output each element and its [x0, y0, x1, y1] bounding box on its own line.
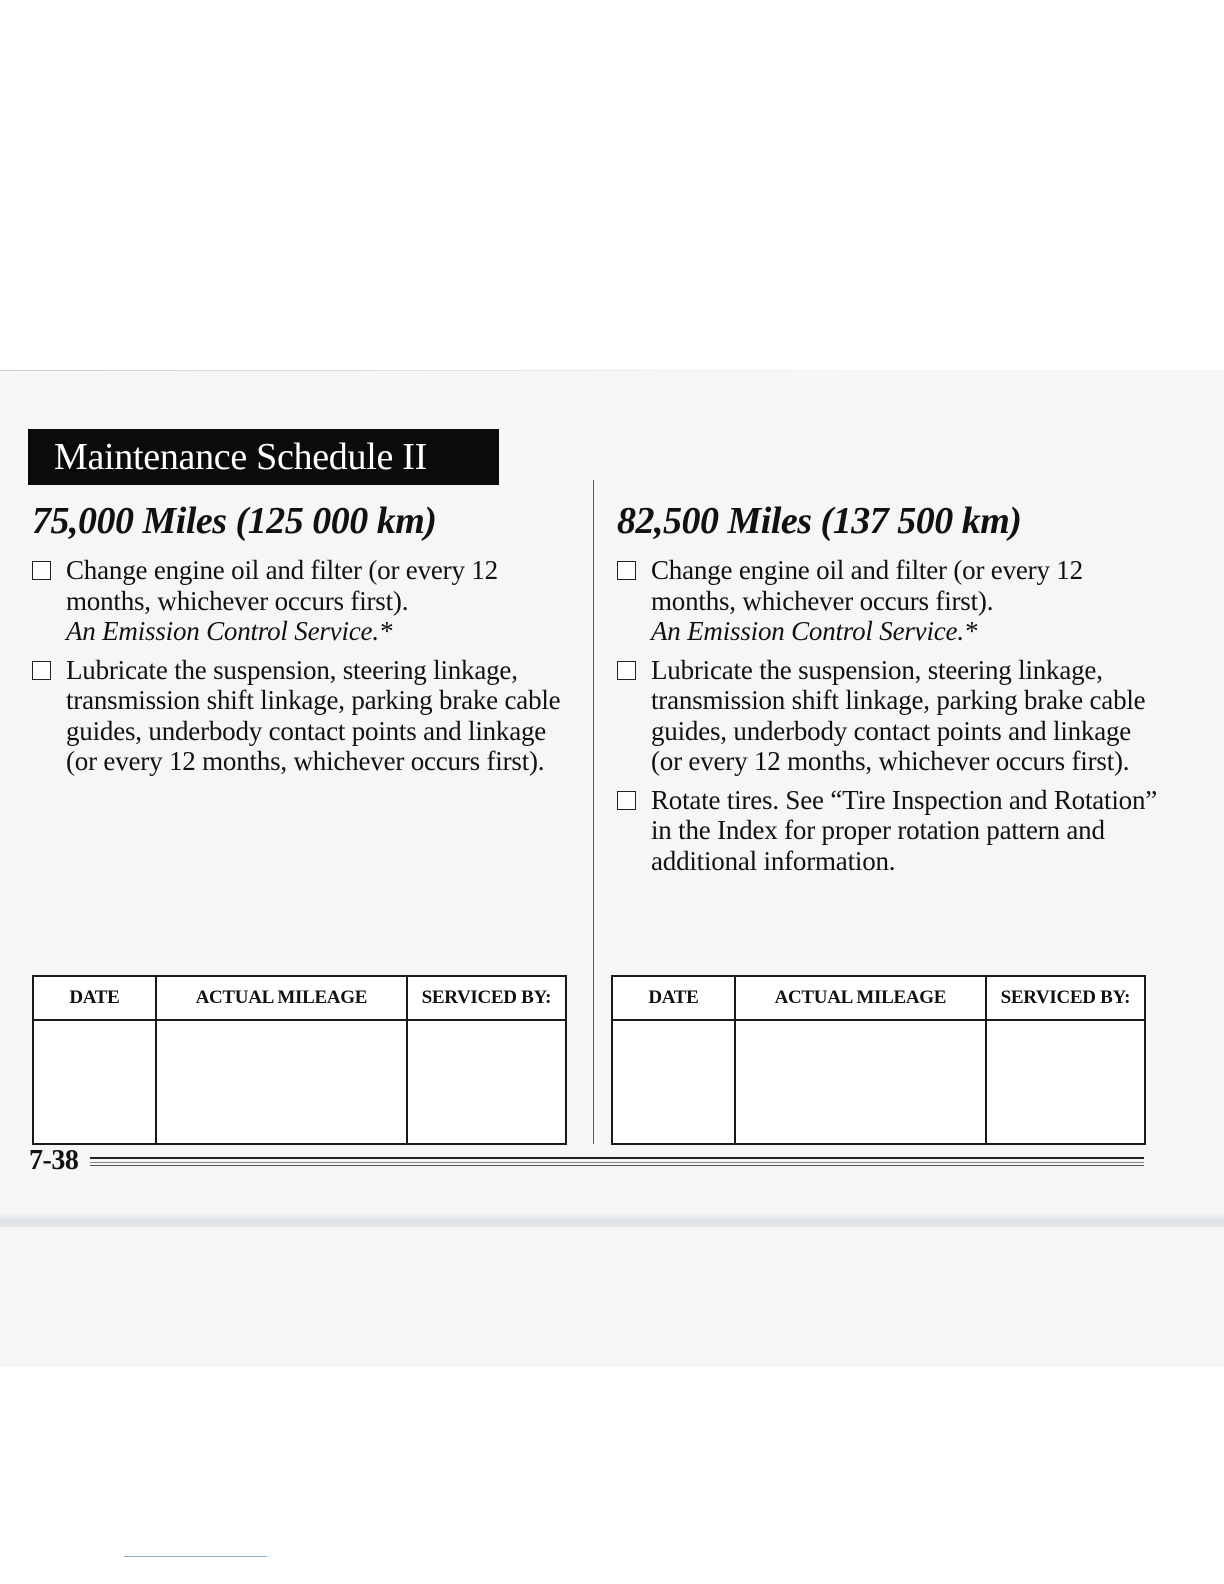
service-log-table-right	[611, 975, 1146, 1145]
column-divider	[593, 480, 594, 1144]
serviced-by-entry-cell[interactable]	[407, 1020, 566, 1144]
task-item	[32, 555, 582, 647]
actual-mileage-entry-cell[interactable]	[735, 1020, 986, 1144]
left-interval-column	[32, 497, 582, 785]
task-checkbox[interactable]	[617, 561, 636, 580]
serviced-by-entry-cell[interactable]	[986, 1020, 1145, 1144]
date-entry-cell[interactable]	[33, 1020, 156, 1144]
date-column-header: DATE	[33, 976, 156, 1020]
serviced-by-column-header: SERVICED BY:	[986, 976, 1145, 1020]
section-title-banner: Maintenance Schedule II	[28, 429, 499, 485]
task-checkbox[interactable]	[32, 561, 51, 580]
service-log-table-left	[32, 975, 567, 1145]
emission-control-note: An Emission Control Service.*	[651, 616, 978, 646]
task-item	[617, 555, 1167, 647]
page-bottom-edge	[0, 1213, 1224, 1227]
emission-control-note: An Emission Control Service.*	[66, 616, 393, 646]
task-text: Lubricate the suspension, steering linkage, transmission shift linkage, parking brake cable guides, underbody contact points and linkage (or every 12 months, whichever occurs first).	[66, 654, 561, 776]
actual-mileage-column-header: ACTUAL MILEAGE	[735, 976, 986, 1020]
stray-blue-line	[124, 1556, 267, 1557]
task-text: Change engine oil and filter (or every 12 months, whichever occurs first).	[651, 555, 1083, 616]
page-number: 7-38	[29, 1145, 79, 1176]
actual-mileage-entry-cell[interactable]	[156, 1020, 407, 1144]
task-list-right	[617, 555, 1167, 876]
actual-mileage-column-header: ACTUAL MILEAGE	[156, 976, 407, 1020]
date-entry-cell[interactable]	[612, 1020, 735, 1144]
date-column-header: DATE	[612, 976, 735, 1020]
serviced-by-column-header: SERVICED BY:	[407, 976, 566, 1020]
task-text: Rotate tires. See “Tire Inspection and Rotation” in the Index for proper rotation pattern and additional information.	[651, 784, 1158, 876]
mileage-heading-82500: 82,500 Miles (137 500 km)	[617, 500, 1022, 542]
task-item	[32, 655, 582, 777]
task-checkbox[interactable]	[32, 661, 51, 680]
manual-page	[0, 370, 1224, 1367]
right-interval-column	[617, 497, 1167, 884]
page-top-edge	[0, 370, 900, 371]
task-item	[617, 785, 1167, 877]
footer-rule	[90, 1157, 1144, 1166]
task-text: Change engine oil and filter (or every 12 months, whichever occurs first).	[66, 555, 498, 616]
task-text: Lubricate the suspension, steering linkage, transmission shift linkage, parking brake cable guides, underbody contact points and linkage (or every 12 months, whichever occurs first).	[651, 654, 1146, 776]
task-list-left	[32, 555, 582, 777]
task-checkbox[interactable]	[617, 661, 636, 680]
task-item	[617, 655, 1167, 777]
task-checkbox[interactable]	[617, 791, 636, 810]
mileage-heading-75000: 75,000 Miles (125 000 km)	[32, 500, 437, 542]
